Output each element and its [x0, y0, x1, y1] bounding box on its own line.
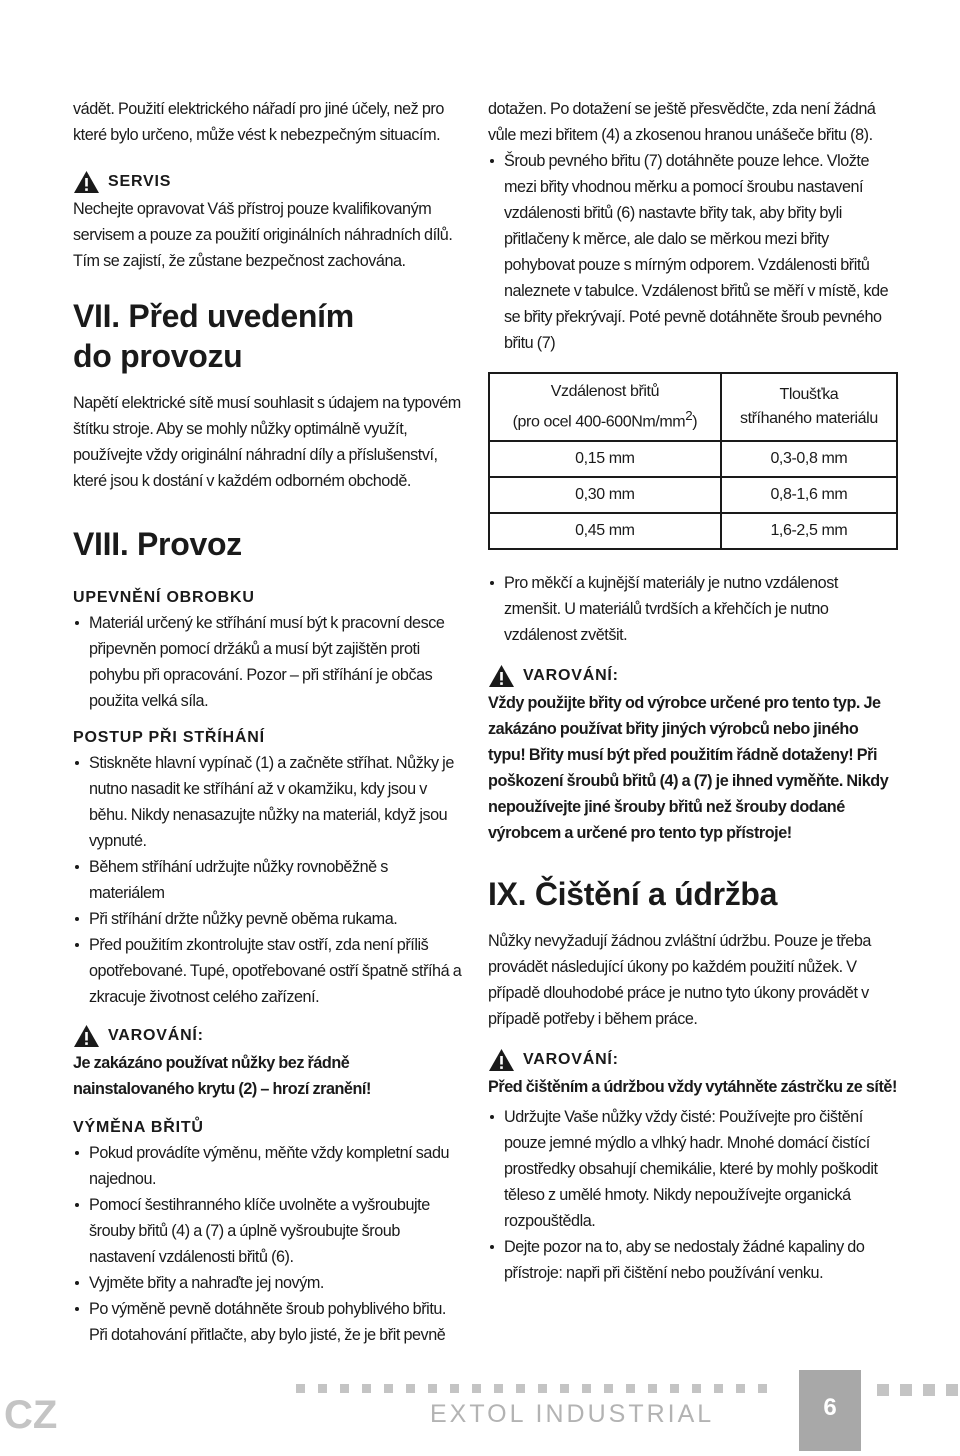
- right-column: [488, 96, 898, 1286]
- warning-triangle-icon: [488, 664, 515, 688]
- page-number: 6: [823, 1394, 837, 1421]
- vymena-list: [73, 1140, 465, 1348]
- section-7-title-line1: VII. Před uvedením: [73, 298, 354, 334]
- left-column: [73, 96, 465, 1348]
- blade-gap-table: [488, 372, 898, 550]
- servis-paragraph: Nechejte opravovat Váš přístroj pouze kvalifikovaným servisem a pouze za použití originálních náhradních dílů. Tím se zajistí, že zůstane bezpečnost zachována.: [73, 200, 453, 270]
- postup-list: [73, 750, 465, 1010]
- warning-3-text: Před čištěním a údržbou vždy vytáhněte zástrčku ze sítě!: [488, 1078, 897, 1097]
- table-cell: 1,6-2,5 mm: [721, 513, 897, 549]
- cleaning-list: [488, 1104, 898, 1286]
- list-item: Šroub pevného břitu (7) dotáhněte pouze lehce. Vložte mezi břity vhodnou měrku a pomocí šroubu nastavení vzdálenosti břitů (6) nastavte břity tak, aby břity byli přitlačeny k měrce, ale dalo se měrkou mezi břity pohybovat pouze s mírným odporem. Vzdálenosti břitů naleznete v tabulce. Vzdálenost břitů se měří v místě, kde se břity překrývají. Poté pevně dotáhněte šroub pevného břitu (7): [488, 148, 898, 356]
- warning-triangle-icon: [73, 1024, 100, 1048]
- section-9-title: IX. Čištění a údržba: [488, 876, 778, 913]
- table-cell: 0,8-1,6 mm: [721, 477, 897, 513]
- warning-2-label: VAROVÁNÍ:: [523, 667, 619, 685]
- page-footer: [0, 1370, 960, 1451]
- section-7-title-line2: do provozu: [73, 338, 243, 374]
- intro-paragraph: vádět. Použití elektrického nářadí pro jiné účely, než pro které bylo určeno, může vést k nebezpečným situacím.: [73, 100, 444, 144]
- list-item: Pokud provádíte výměnu, měňte vždy kompletní sadu najednou.: [73, 1140, 465, 1192]
- warning-3-heading: [488, 1046, 898, 1074]
- upevneni-list: [73, 610, 465, 714]
- warning-2-heading: [488, 662, 898, 690]
- table-header-row: [489, 373, 897, 441]
- table-row: [489, 477, 897, 513]
- warning-3-label: VAROVÁNÍ:: [523, 1051, 619, 1069]
- list-item: Během stříhání udržujte nůžky rovnoběžně s materiálem: [73, 854, 465, 906]
- list-item: Před použitím zkontrolujte stav ostří, zda není příliš opotřebované. Tupé, opotřebované ostří špatně stříhá a zkracuje životnost celého zařízení.: [73, 932, 465, 1010]
- material-list: [488, 570, 898, 648]
- warning-1-text: Je zakázáno používat nůžky bez řádně nainstalovaného krytu (2) – hrozí zranění!: [73, 1054, 371, 1098]
- table-header-thickness: Tloušťka stříhaného materiálu: [721, 373, 897, 441]
- vymena-title: VÝMĚNA BŘITŮ: [73, 1119, 204, 1136]
- list-item: Stiskněte hlavní vypínač (1) a začněte stříhat. Nůžky je nutno nasadit ke stříhání až v okamžiku, kdy jsou v běhu. Nikdy nenasazujte nůžky na materiál, když jsou vypnuté.: [73, 750, 465, 854]
- list-item: Udržujte Vaše nůžky vždy čisté: Používejte pro čištění pouze jemné mýdlo a vlhký hadr. Mnohé domácí čistící prostředky obsahují chemikálie, které by mohly poškodit těleso z umělé hmoty. Nikdy nepoužívejte organická rozpouštědla.: [488, 1104, 898, 1234]
- table-row: [489, 441, 897, 477]
- table-row: [489, 513, 897, 549]
- list-item: Materiál určený ke stříhání musí být k pracovní desce připevněn pomocí držáků a musí být zajištěn proti pohybu při opracování. Pozor – při stříhání je občas použita velká síla.: [73, 610, 465, 714]
- warning-1-heading: [73, 1022, 465, 1050]
- table-cell: 0,3-0,8 mm: [721, 441, 897, 477]
- list-item: Pro měkčí a kujnější materiály je nutno vzdálenost zmenšit. U materiálů tvrdších a křehčích je nutno vzdálenost zvětšit.: [488, 570, 898, 648]
- list-item: Dejte pozor na to, aby se nedostaly žádné kapaliny do přístroje: napři při čištění nebo používání venku.: [488, 1234, 898, 1286]
- section-8-title: VIII. Provoz: [73, 526, 242, 562]
- table-cell: 0,45 mm: [489, 513, 721, 549]
- continued-paragraph: dotažen. Po dotažení se ještě přesvědčte, zda není žádná vůle mezi břitem (4) a zkosenou hranou unášeče břitu (8).: [488, 100, 876, 144]
- list-item: Při stříhání držte nůžky pevně oběma rukama.: [73, 906, 465, 932]
- footer-graphic: [0, 1370, 960, 1451]
- brand-name: EXTOL INDUSTRIAL: [430, 1400, 715, 1428]
- language-code: CZ: [4, 1393, 58, 1437]
- section-7-paragraph: Napětí elektrické sítě musí souhlasit s údajem na typovém štítku stroje. Aby se mohly nůžky optimálně využít, používejte vždy originální náhradní díly a příslušenství, které jsou k dostání v každém odborném obchodě.: [73, 394, 461, 490]
- section-7-heading: [73, 296, 465, 376]
- list-item: Pomocí šestihranného klíče uvolněte a vyšroubujte šrouby břitů (4) a (7) a úplně vyšroubujte šroub nastavení vzdálenosti břitů (6).: [73, 1192, 465, 1270]
- table-cell: 0,15 mm: [489, 441, 721, 477]
- warning-triangle-icon: [73, 170, 100, 194]
- adjust-list: [488, 148, 898, 356]
- warning-triangle-icon: [488, 1048, 515, 1072]
- warning-1-label: VAROVÁNÍ:: [108, 1027, 204, 1044]
- table-cell: 0,30 mm: [489, 477, 721, 513]
- postup-title: POSTUP PŘI STŘÍHÁNÍ: [73, 729, 265, 746]
- list-item: Vyjměte břity a nahraďte jej novým.: [73, 1270, 465, 1296]
- list-item: Po výměně pevně dotáhněte šroub pohyblivého břitu. Při dotahování přitlačte, aby bylo jisté, že je břit pevně: [73, 1296, 465, 1348]
- servis-heading: [73, 168, 465, 196]
- upevneni-title: UPEVNĚNÍ OBROBKU: [73, 589, 255, 606]
- section-9-paragraph: Nůžky nevyžadují žádnou zvláštní údržbu. Pouze je třeba provádět následující úkony po každém použití nůžek. V případě dlouhodobé práce je nutno tyto úkony provádět v případě potřeby i během práce.: [488, 932, 871, 1029]
- servis-title: SERVIS: [108, 173, 172, 190]
- table-header-gap: Vzdálenost břitů (pro ocel $400-600Nm/mm^2$): [489, 373, 721, 441]
- warning-2-text: Vždy použijte břity od výrobce určené pro tento typ. Je zakázáno používat břity jiných výrobců nebo jiného typu! Břity musí být před použitím řádně dotaženy! Při poškození šroubů břitů (4) a (7) je ihned vyměňte. Nikdy nepoužívejte jiné šrouby břitů než šrouby dodané výrobcem a určené pro tento typ přístroje!: [488, 694, 889, 843]
